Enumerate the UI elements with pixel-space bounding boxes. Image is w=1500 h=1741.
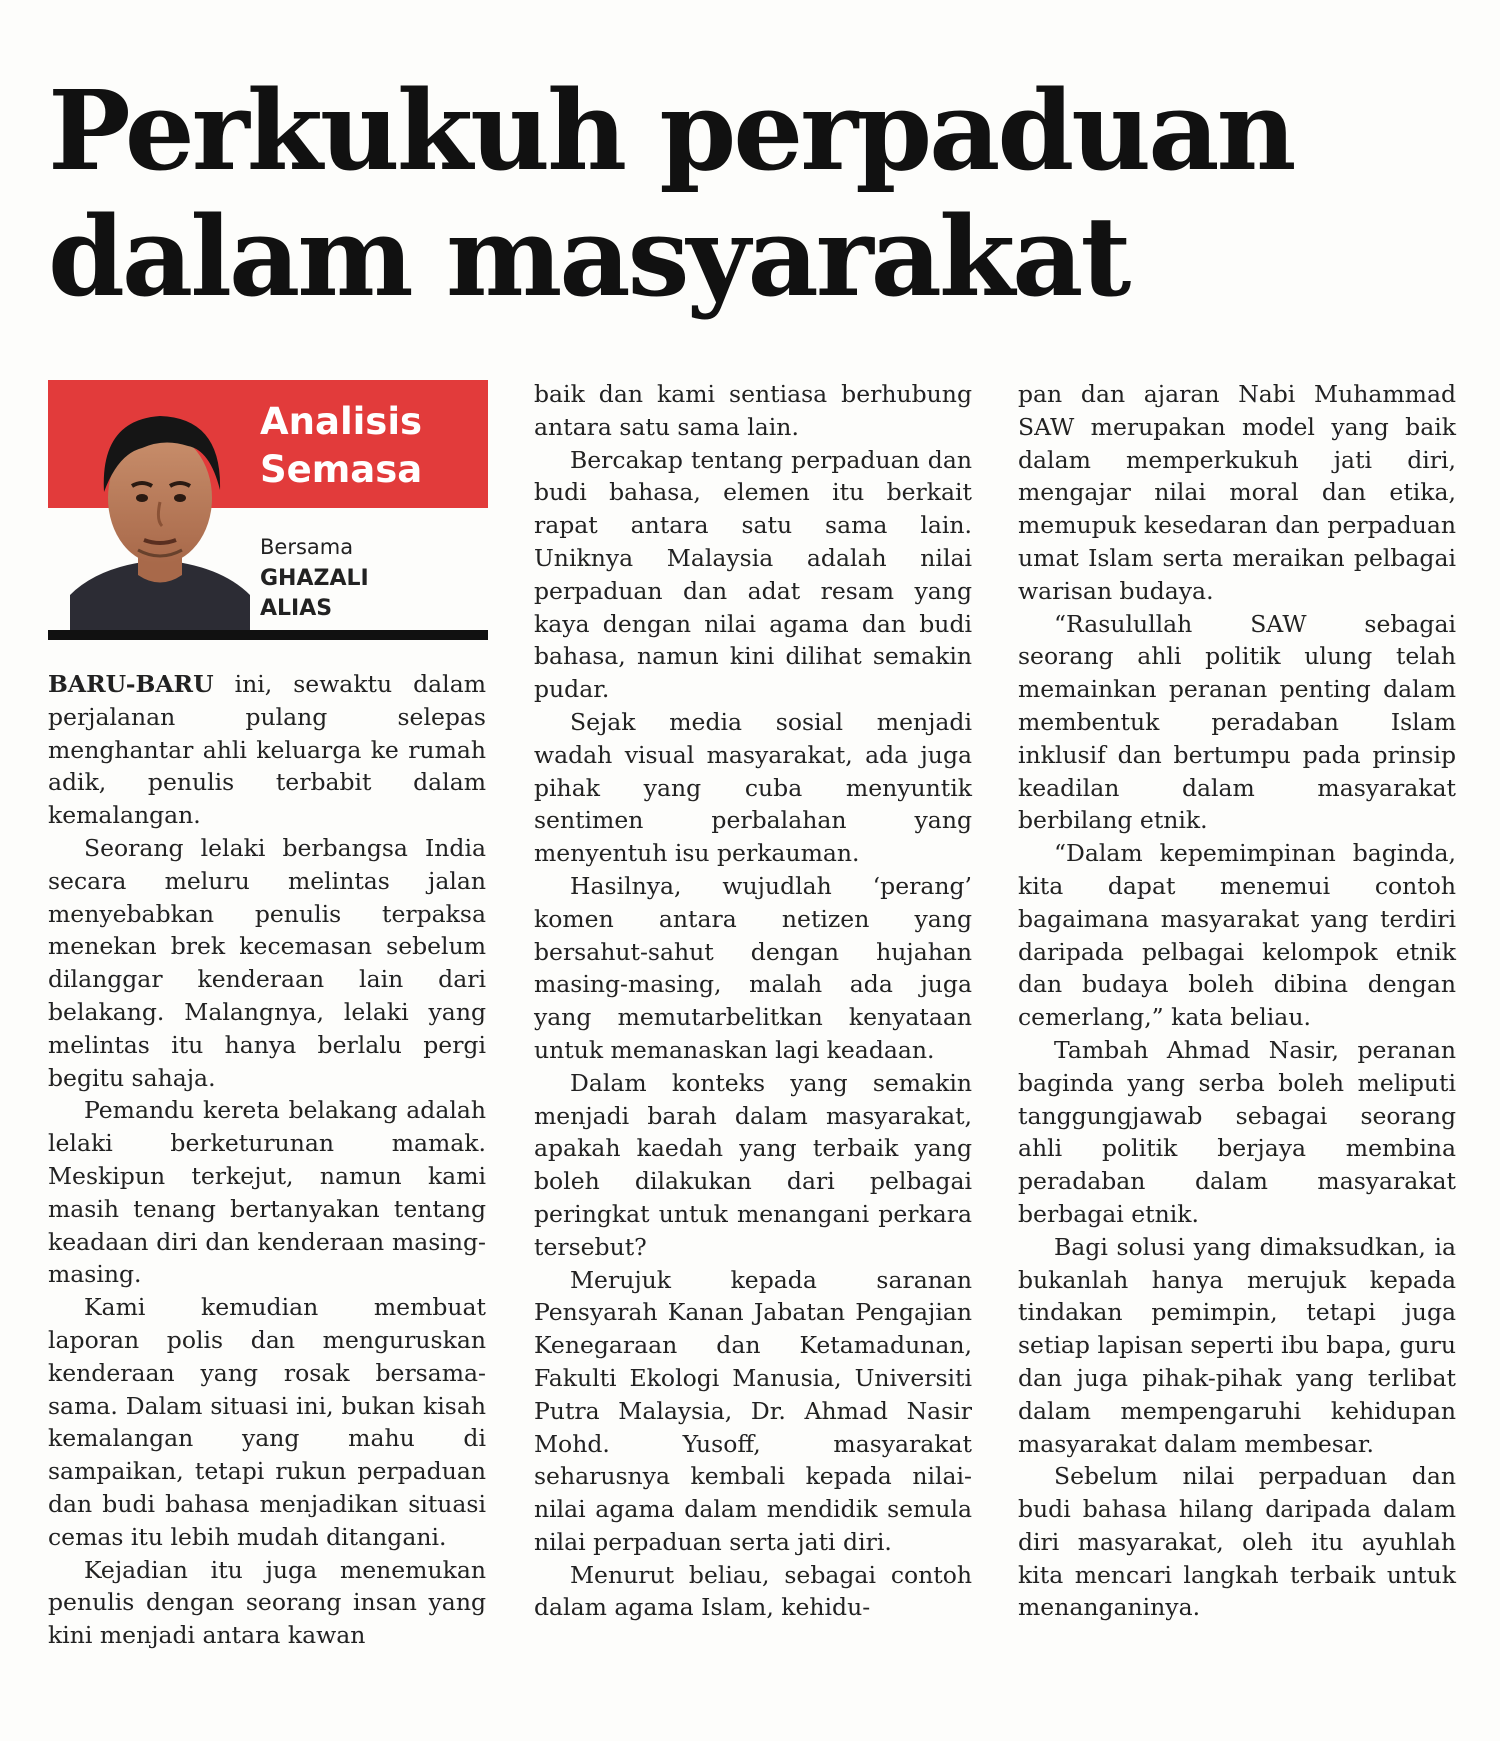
author-name <box>260 564 369 624</box>
paragraph: Bercakap tentang perpaduan dan budi bahasa, elemen itu berkait rapat antara satu sama lain. Uniknya Malaysia adalah nilai perpaduan dan adat resam yang kaya dengan nilai agama dan budi bahasa, namun kini dilihat semakin pudar. <box>534 445 972 704</box>
paragraph: “Dalam kepemimpinan baginda, kita dapat menemui contoh bagaimana masyarakat yang terdiri daripada pelbagai kelompok etnik dan budaya boleh dibina dengan cemerlang,” kata beliau. <box>1018 839 1456 1032</box>
paragraph: Kami kemudian membuat laporan polis dan menguruskan kenderaan yang rosak bersama-sama. Dalam situasi ini, bukan kisah kemalangan yang mahu di sampaikan, tetapi rukun perpaduan dan budi bahasa menjadikan situasi cemas itu lebih mudah ditangani. <box>48 1293 486 1551</box>
paragraph: Sebelum nilai perpaduan dan budi bahasa hilang daripada dalam diri masyarakat, oleh itu ayuhlah kita mencari langkah terbaik untuk menanganinya. <box>1018 1462 1456 1622</box>
article-column-2 <box>534 378 972 1624</box>
column-title-line-1: Analisis <box>260 400 423 443</box>
headline-line-2: dalam masyarakat <box>48 192 1129 321</box>
paragraph: Kejadian itu juga menemukan penulis dengan seorang insan yang kini menjadi antara kawan <box>48 1555 486 1650</box>
paragraph: Pemandu kereta belakang adalah lelaki berketurunan mamak. Meskipun terkejut, namun kami masih tenang bertanyakan tentang keadaan diri dan kenderaan masing-masing. <box>48 1096 486 1289</box>
paragraph: Sejak media sosial menjadi wadah visual masyarakat, ada juga pihak yang cuba menyuntik sentimen perbalahan yang menyentuh isu perkauman. <box>534 707 972 868</box>
paragraph <box>48 668 486 832</box>
byline-label: Bersama <box>260 535 354 559</box>
column-title-line-2: Semasa <box>260 448 423 491</box>
author-photo <box>60 380 260 630</box>
headline-line-1: Perkukuh perpaduan <box>48 66 1294 195</box>
column-badge <box>48 380 488 642</box>
paragraph: Bagi solusi yang dimaksudkan, ia bukanlah hanya merujuk kepada tindakan pemimpin, tetapi juga setiap lapisan seperti ibu bapa, guru dan juga pihak-pihak yang terlibat dalam mempengaruhi kehidupan masyarakat dalam membesar. <box>1018 1232 1456 1458</box>
article-column-3 <box>1018 378 1456 1624</box>
paragraph: Seorang lelaki berbangsa India secara meluru melintas jalan menyebabkan penulis terpaksa menekan brek kecemasan sebelum dilanggar kenderaan lain dari belakang. Malangnya, lelaki yang melintas itu hanya berlalu pergi begitu sahaja. <box>48 833 486 1092</box>
paragraph: pan dan ajaran Nabi Muhammad SAW merupakan model yang baik dalam memperkukuh jati diri, mengajar nilai moral dan etika, memupuk kesedaran dan perpaduan umat Islam serta meraikan pelbagai warisan budaya. <box>1018 380 1456 605</box>
paragraph: Tambah Ahmad Nasir, peranan baginda yang serba boleh meliputi tanggungjawab sebagai seorang ahli politik berjaya membina peradaban dalam masyarakat berbagai etnik. <box>1018 1035 1456 1228</box>
paragraph: “Rasulullah SAW sebagai seorang ahli politik ulung telah memainkan peranan penting dalam membentuk peradaban Islam inklusif dan bertumpu pada prinsip keadilan dalam masyarakat berbilang etnik. <box>1018 609 1456 835</box>
paragraph: Dalam konteks yang semakin menjadi barah dalam masyarakat, apakah kaedah yang terbaik yang boleh dilakukan dari pelbagai peringkat untuk menangani perkara tersebut? <box>534 1068 972 1261</box>
paragraph: Hasilnya, wujudlah ‘perang’ komen antara netizen yang bersahut-sahut dengan hujahan masing-masing, malah ada juga yang memutarbelitkan kenyataan untuk memanaskan lagi keadaan. <box>534 871 972 1064</box>
paragraph: Merujuk kepada saranan Pensyarah Kanan Jabatan Pengajian Kenegaraan dan Ketamadunan, Fakulti Ekologi Manusia, Universiti Putra Malaysia, Dr. Ahmad Nasir Mohd. Yusoff, masyarakat seharusnya kembali kepada nilai-nilai agama dalam mendidik semula nilai perpaduan serta jati diri. <box>534 1265 972 1556</box>
badge-underline <box>48 630 488 640</box>
article-column-1 <box>48 668 486 1652</box>
author-name-line-1: GHAZALI <box>260 566 369 591</box>
dateline: BARU-BARU <box>48 670 214 698</box>
paragraph: baik dan kami sentiasa berhubung antara satu sama lain. <box>534 380 972 441</box>
author-name-line-2: ALIAS <box>260 596 333 621</box>
paragraph-text: ini, sewaktu dalam perjalanan pulang selepas menghantar ahli keluarga ke rumah adik, penulis terbabit dalam kemalangan. <box>48 670 486 830</box>
paragraph: Menurut beliau, sebagai contoh dalam agama Islam, kehidu- <box>534 1560 972 1622</box>
column-title <box>260 398 480 494</box>
headline <box>48 68 1468 320</box>
